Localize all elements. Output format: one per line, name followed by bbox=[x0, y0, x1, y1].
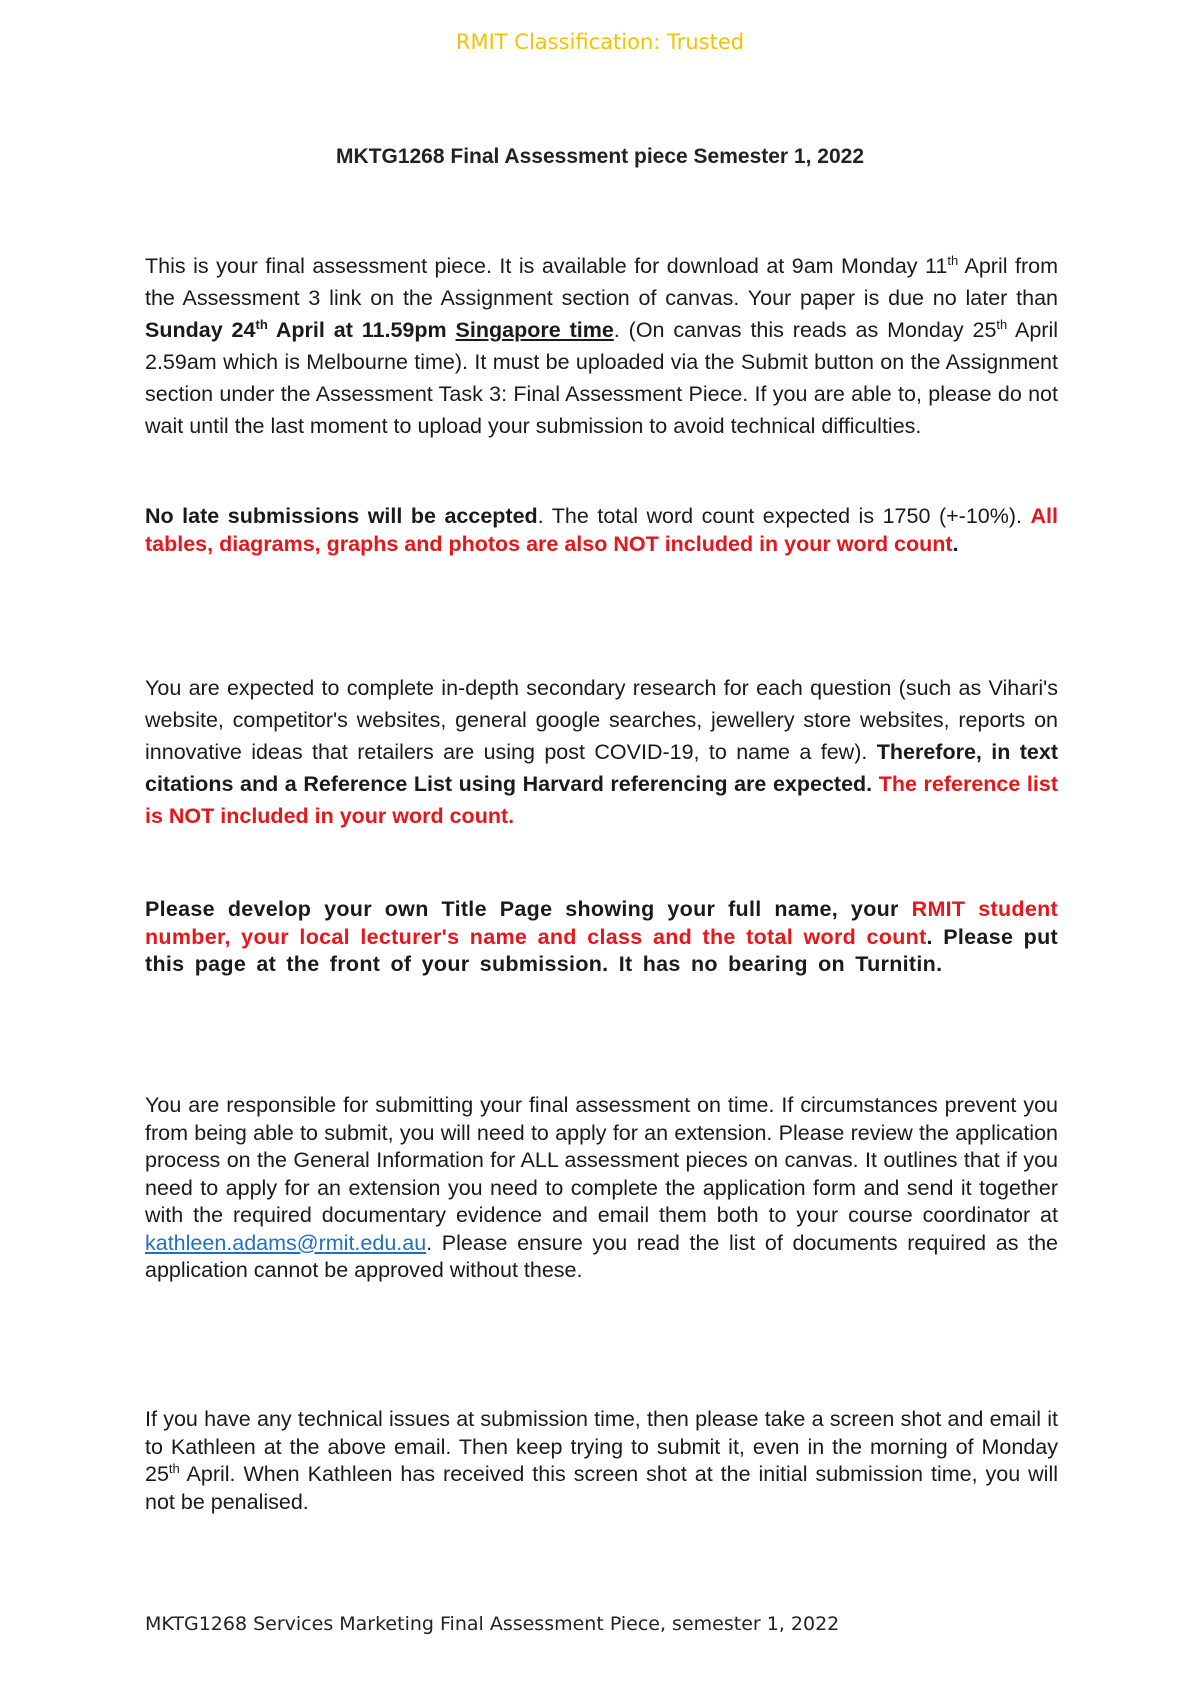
p6-text-1: If you have any technical issues at submission time, then please take a screen shot and email it to Kathleen at the above email. Then keep trying to submit it, even in the morning of Monday 25 bbox=[145, 1407, 1058, 1486]
p5-text: You are responsible for submitting your final assessment on time. If circumstances prevent you from being able to submit, you will need to apply for an extension. Please review the application process on the General Information for ALL assessment pieces on canvas. It outlines that if you need to apply for an extension you need to complete the application form and send it together with the required documentary evidence and email them both to your course coordinator at bbox=[145, 1093, 1058, 1227]
paragraph-title-page bbox=[145, 896, 1058, 979]
p4-bold-2: . Please put this page at the front of your submission. It has no bearing on Turnitin. bbox=[145, 924, 1058, 976]
p4-bold-1: Please develop your own Title Page showing your full name, your bbox=[145, 897, 912, 921]
paragraph-extension bbox=[145, 1092, 1058, 1285]
p6-sup: th bbox=[168, 1460, 180, 1476]
p2-end: . bbox=[952, 531, 959, 556]
classification-label: RMIT Classification: Trusted bbox=[455, 30, 745, 54]
p1-text-2: April from the Assessment 3 link on the Assignment section of canvas. Your paper is due no later than bbox=[145, 254, 1058, 310]
p1-text-1: This is your final assessment piece. It is available for download at 9am Monday 11 bbox=[145, 254, 948, 278]
paragraph-technical-issues bbox=[145, 1406, 1058, 1516]
p6-text-2: April. When Kathleen has received this screen shot at the initial submission time, you will not be penalised. bbox=[145, 1462, 1058, 1514]
p2-bold: No late submissions will be accepted bbox=[145, 504, 538, 528]
p1-text-4: April 2.59am which is Melbourne time). It must be uploaded via the Submit button on the Assignment section under the Assessment Task 3: Final Assessment Piece. If you are able to, please do not wait until the last moment to upload your submission to avoid technical difficulties. bbox=[145, 318, 1058, 438]
p1-sup-3: th bbox=[996, 316, 1008, 332]
p1-timezone: Singapore time bbox=[455, 318, 614, 342]
p3-red: The reference list is NOT included in your word count. bbox=[145, 772, 1058, 828]
paragraph-availability bbox=[145, 250, 1058, 442]
p1-sup-1: th bbox=[947, 252, 959, 268]
coordinator-email-link[interactable]: kathleen.adams@rmit.edu.au bbox=[145, 1230, 427, 1255]
p4-red: RMIT student number, your local lecturer's name and class and the total word count bbox=[145, 897, 1058, 949]
paragraph-late-submissions bbox=[145, 503, 1058, 558]
p2-red: All tables, diagrams, graphs and photos are also NOT included in your word count bbox=[145, 504, 1058, 556]
p1-text-3: . (On canvas this reads as Monday 25 bbox=[613, 318, 997, 342]
page-footer: MKTG1268 Services Marketing Final Assessment Piece, semester 1, 2022 bbox=[145, 1613, 840, 1635]
document-title: MKTG1268 Final Assessment piece Semester 1, 2022 bbox=[336, 145, 864, 168]
p1-sup-2: th bbox=[255, 316, 268, 332]
p3-bold: Therefore, in text citations and a Reference List using Harvard referencing are expected. bbox=[145, 740, 1058, 796]
p2-text: . The total word count expected is 1750 (+-10%). bbox=[537, 504, 1031, 528]
p1-due-date: Sunday 24 bbox=[145, 318, 256, 342]
p1-due-time: April at 11.59pm bbox=[267, 318, 456, 342]
paragraph-research bbox=[145, 672, 1058, 832]
p5-text-2: . Please ensure you read the list of documents required as the application cannot be approved without these. bbox=[145, 1230, 1058, 1282]
p3-text: You are expected to complete in-depth secondary research for each question (such as Vihari's website, competitor's websites, general google searches, jewellery store websites, reports on innovative ideas that retailers are using post COVID-19, to name a few). bbox=[145, 676, 1058, 764]
